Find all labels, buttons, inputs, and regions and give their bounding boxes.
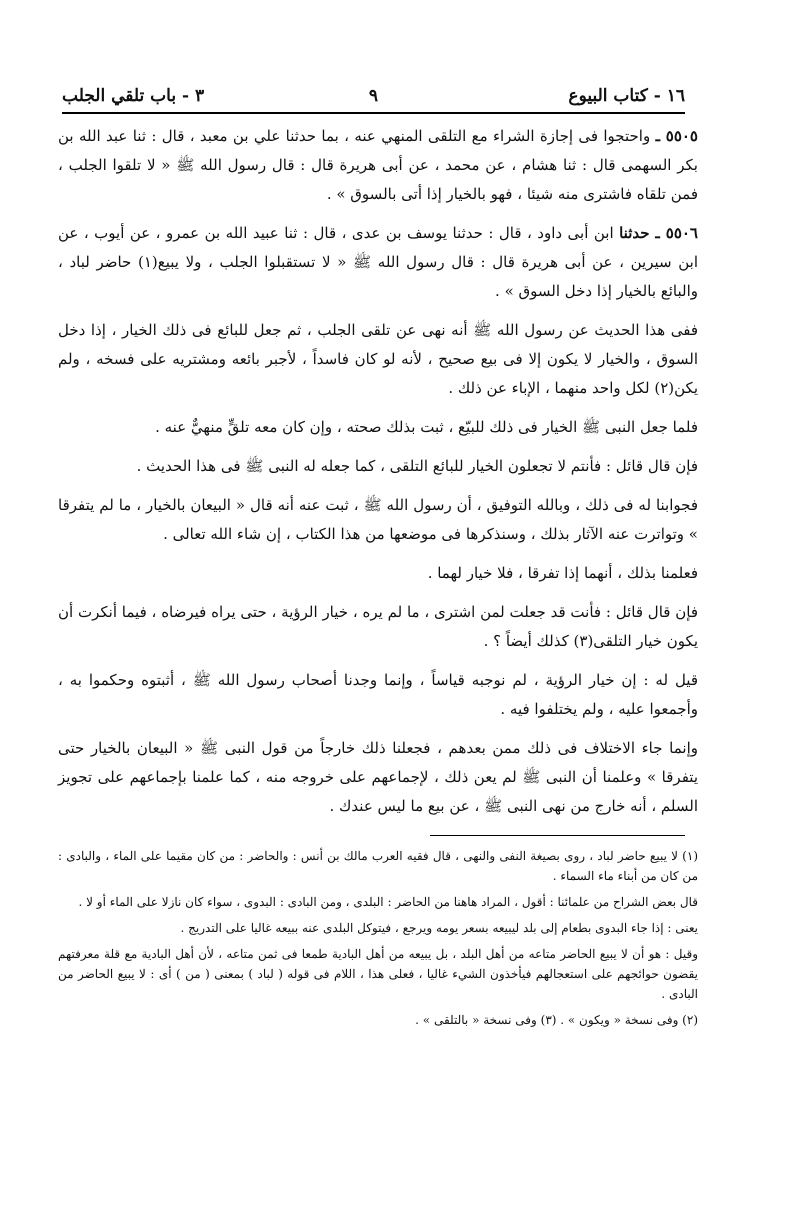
footnotes: [58, 846, 698, 1036]
paragraph: [58, 413, 698, 442]
paragraph-text: فلما جعل النبى ﷺ الخيار فى ذلك للبيّع ، ثبت بذلك صحته ، وإن كان معه تلقٍّ منهيٌّ عنه .: [155, 418, 698, 436]
footnote: قال بعض الشراح من علمائنا : أقول ، المراد هاهنا من الحاضر : البلدى ، ومن البادى : البدوى ، سواء كان نازلا على الماء أو لا .: [78, 895, 698, 909]
hadith-number: ٥٥٠٥ ـ: [655, 127, 698, 145]
paragraph: [58, 452, 698, 481]
paragraph: [58, 734, 698, 821]
paragraph-text: قيل له : إن خيار الرؤية ، لم نوجبه قياساً ، وإنما وجدنا أصحاب رسول الله ﷺ ، أثبتوه وحكموا به ، وأجمعوا عليه ، ولم يختلفوا فيه .: [58, 671, 698, 718]
chapter-title: ١٦ - كتاب البيوع: [568, 86, 685, 106]
paragraph-text: واحتجوا فى إجازة الشراء مع التلقى المنهي عنه ، بما حدثنا علي بن معبد ، قال : ثنا عبد الله بن بكر السهمى قال : ثنا هشام ، عن محمد ، عن أبى هريرة قال : قال رسول الله ﷺ « لا تلقوا الجلب ، فمن تلقاه فاشترى منه شيئا ، فهو بالخيار إذا أتى بالسوق » .: [58, 127, 698, 203]
footnote: (٢) وفى نسخة « ويكون » . (٣) وفى نسخة « بالتلقى » .: [415, 1013, 698, 1027]
paragraph-text: وإنما جاء الاختلاف فى ذلك ممن بعدهم ، فجعلنا ذلك خارجاً من قول النبى ﷺ « البيعان بالخيار حتى يتفرقا » وعلمنا أن النبى ﷺ لم يعن ذلك ، لإجماعهم على خروجه منه ، كما علمنا بإجماعهم على تجويز السلم ، أنه خارج من نهى النبى ﷺ ، عن بيع ما ليس عندك .: [58, 739, 698, 815]
paragraph-text: فإن قال قائل : فأنتم لا تجعلون الخيار للبائع التلقى ، كما جعله له النبى ﷺ فى هذا الحديث .: [136, 457, 698, 475]
footnote-divider: [430, 835, 685, 836]
paragraph: [58, 666, 698, 724]
paragraph-text: فعلمنا بذلك ، أنهما إذا تفرقا ، فلا خيار لهما .: [427, 564, 698, 582]
paragraph-text: ابن أبى داود ، قال : حدثنا يوسف بن عدى ، قال : ثنا عبيد الله بن عمرو ، عن أيوب ، عن ابن سيرين ، عن أبى هريرة قال : قال رسول الله ﷺ « لا تستقبلوا الجلب ، ولا يبيع(١) حاضر لباد ، والبائع بالخيار إذا دخل السوق » .: [58, 224, 699, 300]
section-title: ٣ - باب تلقي الجلب: [62, 86, 205, 106]
paragraph: [58, 491, 698, 549]
hadith-paragraph: [58, 219, 698, 306]
paragraph-text: فإن قال قائل : فأنت قد جعلت لمن اشترى ، ما لم يره ، خيار الرؤية ، حتى يراه فيرضاه ، فيما أنكرت أن يكون خيار التلقى(٣) كذلك أيضاً ؟ .: [58, 603, 698, 650]
footnote: (١) لا يبيع حاضر لباد ، روى بصيغة النفى والنهى ، قال فقيه العرب مالك بن أنس : والحاضر : من كان مقيما على الماء ، والبادى : من كان من أبناء ماء السماء .: [58, 849, 698, 883]
paragraph: [58, 598, 698, 656]
paragraph: [58, 316, 698, 403]
paragraph-text: فجوابنا له فى ذلك ، وبالله التوفيق ، أن رسول الله ﷺ ، ثبت عنه أنه قال « البيعان بالخيار ، ما لم يتفرقا » وتواترت عنه الآثار بذلك ، وسنذكرها فى موضعها من هذا الكتاب ، إن شاء الله تعالى .: [58, 496, 698, 543]
footnote: يعنى : إذا جاء البدوى بطعام إلى بلد ليبيعه بسعر يومه ويرجع ، فيتوكل البلدى عنه ببيعه غاليا على التدريج .: [180, 921, 698, 935]
footnote: وقيل : هو أن لا يبيع الحاضر متاعه من أهل البلد ، بل يبيعه من أهل البادية طمعا فى ثمن متاعه ، لأن أهل البادية مع قلة معرفتهم يقضون حوائجهم على استعجالهم فيأخذون الشيء غاليا ، فعلى هذا ، اللام فى قوله ( لباد ) بمعنى ( من ) أى : لا يبيع الحاضر من البادى .: [58, 947, 698, 1001]
main-text: [58, 122, 698, 821]
page-number: ٩: [368, 86, 379, 106]
hadith-number: ٥٥٠٦ ـ حدثنا: [619, 224, 698, 242]
page-header: [62, 86, 685, 114]
paragraph-text: ففى هذا الحديث عن رسول الله ﷺ أنه نهى عن تلقى الجلب ، ثم جعل للبائع فى ذلك الخيار ، إذا دخل السوق ، والخيار لا يكون إلا فى بيع صحيح ، لأنه لو كان فاسداً ، لأجبر بائعه ومشتريه على فسخه ، ولم يكن(٢) لكل واحد منهما ، الإباء عن ذلك .: [58, 321, 698, 397]
hadith-paragraph: [58, 122, 698, 209]
paragraph: [58, 559, 698, 588]
